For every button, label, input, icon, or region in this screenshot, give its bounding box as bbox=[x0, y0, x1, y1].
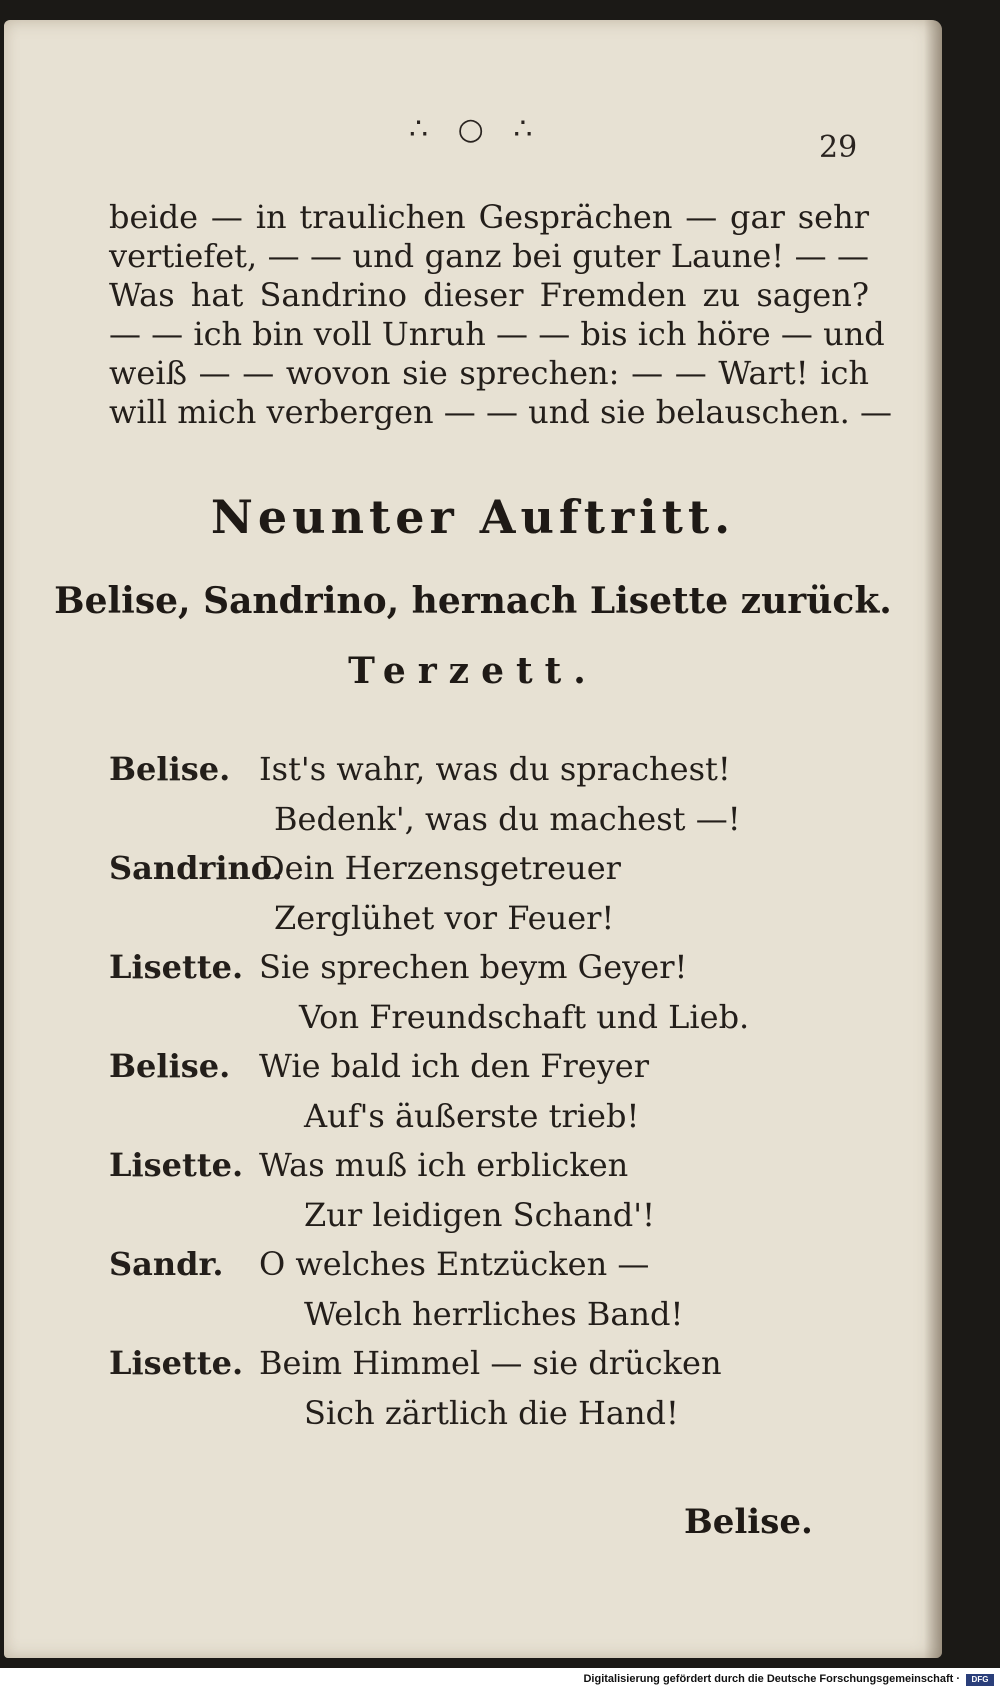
prose-line: Was hat Sandrino dieser Fremden zu sagen? bbox=[109, 276, 869, 314]
dialogue-line bbox=[109, 1092, 889, 1142]
catchword: Belise. bbox=[684, 1502, 813, 1542]
speech-text: Bedenk', was du machest —! bbox=[274, 799, 741, 838]
dialogue-line bbox=[109, 1339, 889, 1389]
speech-text: Beim Himmel — sie drücken bbox=[259, 1344, 722, 1382]
speech-text: Sie sprechen beym Geyer! bbox=[259, 948, 688, 986]
speaker-name: Lisette. bbox=[109, 1146, 244, 1184]
speech-text: Was muß ich erblicken bbox=[259, 1146, 629, 1184]
scene-subtitle: Terzett. bbox=[348, 650, 598, 692]
speech-text: Dein Herzensgetreuer bbox=[259, 849, 621, 887]
dialogue-line bbox=[109, 993, 889, 1043]
page-number: 29 bbox=[819, 130, 858, 165]
dialogue-line bbox=[109, 745, 889, 795]
book-page bbox=[4, 20, 942, 1658]
dialogue-line bbox=[109, 1240, 889, 1290]
footer-credit: Digitalisierung gefördert durch die Deutsche Forschungsgemeinschaft · bbox=[583, 1673, 960, 1685]
speaker-name: Sandrino. bbox=[109, 849, 283, 887]
dialogue-line bbox=[109, 844, 889, 894]
speech-text: O welches Entzücken — bbox=[259, 1245, 650, 1283]
speaker-name: Lisette. bbox=[109, 948, 244, 986]
speech-text: Zur leidigen Schand'! bbox=[304, 1195, 655, 1234]
speaker-name: Sandr. bbox=[109, 1245, 224, 1283]
speech-text: Zerglühet vor Feuer! bbox=[274, 898, 615, 937]
speaker-name: Belise. bbox=[109, 750, 231, 788]
dialogue-line bbox=[109, 1191, 889, 1241]
dialogue-block bbox=[109, 745, 889, 1438]
dialogue-line bbox=[109, 1389, 889, 1439]
scene-characters: Belise, Sandrino, hernach Lisette zurück. bbox=[54, 580, 892, 622]
prose-line: — — ich bin voll Unruh — — bis ich höre — und bbox=[109, 315, 885, 353]
header-ornament: ∴ ○ ∴ bbox=[409, 112, 543, 147]
speech-text: Welch herrliches Band! bbox=[304, 1294, 684, 1333]
prose-line: beide — in traulichen Gesprächen — gar sehr bbox=[109, 198, 869, 236]
dialogue-line bbox=[109, 795, 889, 845]
speech-text: Auf's äußerste trieb! bbox=[304, 1096, 640, 1135]
speaker-name: Lisette. bbox=[109, 1344, 244, 1382]
dfg-logo: DFG bbox=[966, 1674, 994, 1686]
speech-text: Wie bald ich den Freyer bbox=[259, 1047, 650, 1085]
footer-bar bbox=[0, 1670, 1000, 1690]
dialogue-line bbox=[109, 1290, 889, 1340]
dialogue-line bbox=[109, 1042, 889, 1092]
scene-title: Neunter Auftritt. bbox=[210, 490, 736, 544]
page-gutter-shadow bbox=[924, 20, 942, 1658]
dialogue-line bbox=[109, 943, 889, 993]
dialogue-line bbox=[109, 894, 889, 944]
speech-text: Sich zärtlich die Hand! bbox=[304, 1393, 679, 1432]
dialogue-line bbox=[109, 1141, 889, 1191]
speaker-name: Belise. bbox=[109, 1047, 231, 1085]
prose-line: will mich verbergen — — und sie belauschen. — bbox=[109, 393, 892, 431]
speech-text: Ist's wahr, was du sprachest! bbox=[259, 750, 731, 788]
speech-text: Von Freundschaft und Lieb. bbox=[299, 997, 750, 1036]
prose-line: weiß — — wovon sie sprechen: — — Wart! ich bbox=[109, 354, 869, 392]
prose-paragraph bbox=[109, 198, 892, 432]
prose-line: vertiefet, — — und ganz bei guter Laune! — — bbox=[109, 237, 869, 275]
